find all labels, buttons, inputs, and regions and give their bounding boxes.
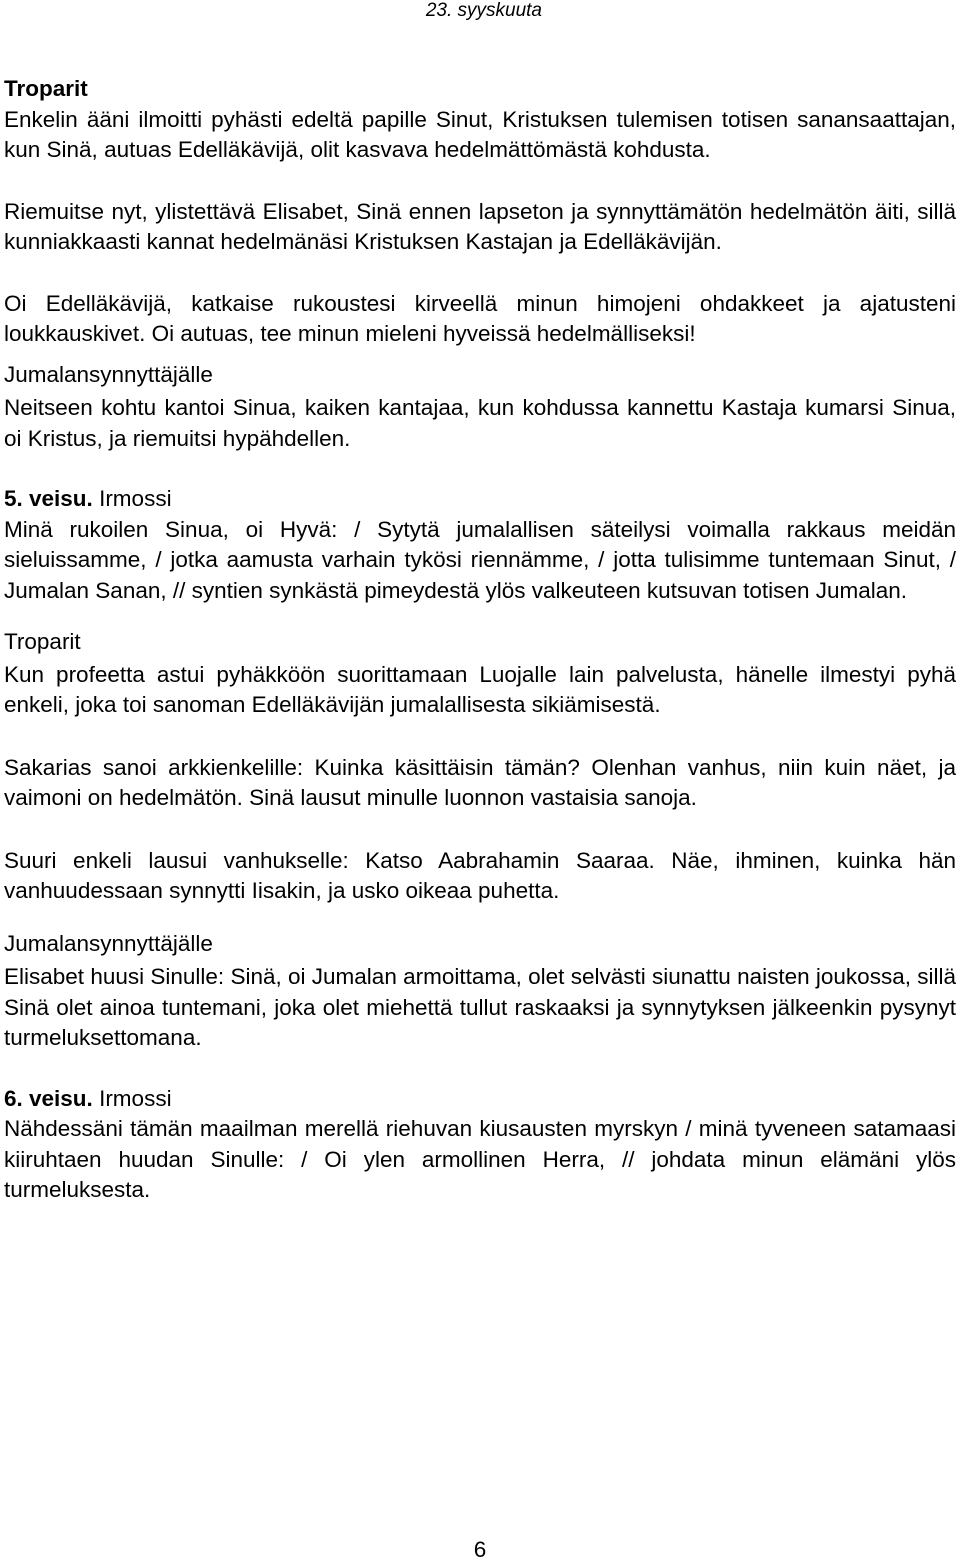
heading-5-veisu-irmossi: Irmossi: [92, 486, 172, 511]
paragraph-elisabet: Elisabet huusi Sinulle: Sinä, oi Jumalan armoittama, olet selvästi siunattu naisten joukossa, sillä Sinä olet ainoa tuntemani, joka olet miehettä tullut raskaaksi ja synnytyksen jälkeenkin pysynyt turmeluksettomana.: [4, 964, 956, 1050]
section-heading-5-veisu: [4, 484, 956, 515]
section-heading-jumalansynnyttajalle-2: Jumalansynnyttäjälle: [4, 930, 213, 956]
heading-6-veisu-bold: 6. veisu.: [4, 1085, 93, 1111]
heading-6-veisu-irmossi: Irmossi: [92, 1085, 172, 1111]
paragraph-sakarias: Sakarias sanoi arkkienkelille: Kuinka käsittäisin tämän? Olenhan vanhus, niin kuin näet, ja vaimoni on hedelmätön. Sinä lausut minulle luonnon vastaisia sanoja.: [4, 754, 956, 810]
paragraph-riemuitse: Riemuitse nyt, ylistettävä Elisabet, Sinä ennen lapseton ja synnyttämätön hedelmätön äiti, sillä kunniakkaasti kannat hedelmänäsi Kristuksen Kastajan ja Edelläkävijän.: [4, 198, 956, 254]
section-heading-6-veisu: [4, 1084, 956, 1115]
paragraph-neitseen: Neitseen kohtu kantoi Sinua, kaiken kantajaa, kun kohdussa kannettu Kastaja kumarsi Sinua, oi Kristus, ja riemuitsi hypähdellen.: [4, 395, 956, 451]
paragraph-enkelin: Enkelin ääni ilmoitti pyhästi edeltä papille Sinut, Kristuksen tulemisen totisen sanansaattajan, kun Sinä, autuas Edelläkävijä, olit kasvava hedelmättömästä kohdusta.: [4, 106, 956, 162]
page-number: 6: [473, 1537, 487, 1562]
heading-5-veisu-bold: 5. veisu.: [4, 486, 93, 511]
section-heading-troparit-2: Troparit: [4, 629, 81, 654]
paragraph-mina-rukoilen: Minä rukoilen Sinua, oi Hyvä: / Sytytä jumalallisen säteilysi voimalla rakkaus meidän sieluissamme, / jotka aamusta varhain tykösi riennämme, / jotta tulisimme tuntemaan Sinut, / Jumalan Sanan, // syntien synkästä pimeydestä ylös valkeuteen kutsuvan totisen Jumalan.: [4, 516, 956, 603]
paragraph-nahdessani: Nähdessäni tämän maailman merellä riehuvan kiusausten myrskyn / minä tyveneen satamaasi kiiruhtaen huudan Sinulle: / Oi ylen armollinen Herra, // johdata minun elämäni ylös turmeluksesta.: [4, 1116, 956, 1202]
section-heading-troparit: Troparit: [4, 76, 88, 101]
paragraph-oi-edellakavija: Oi Edelläkävijä, katkaise rukoustesi kirveellä minun himojeni ohdakkeet ja ajatusteni loukkauskivet. Oi autuas, tee minun mieleni hyveissä hedelmälliseksi!: [4, 290, 956, 346]
paragraph-suuri-enkeli: Suuri enkeli lausui vanhukselle: Katso Aabrahamin Saaraa. Näe, ihminen, kuinka hän vanhuudessaan synnytti Iisakin, ja usko oikeaa puhetta.: [4, 847, 956, 903]
paragraph-kun-profeetta: Kun profeetta astui pyhäkköön suorittamaan Luojalle lain palvelusta, hänelle ilmestyi pyhä enkeli, joka toi sanoman Edelläkävijän jumalallisesta sikiämisestä.: [4, 661, 956, 717]
document-body: [4, 74, 956, 1206]
section-heading-jumalansynnyttajalle: Jumalansynnyttäjälle: [4, 361, 213, 387]
page-header-date: 23. syyskuuta: [425, 0, 542, 21]
